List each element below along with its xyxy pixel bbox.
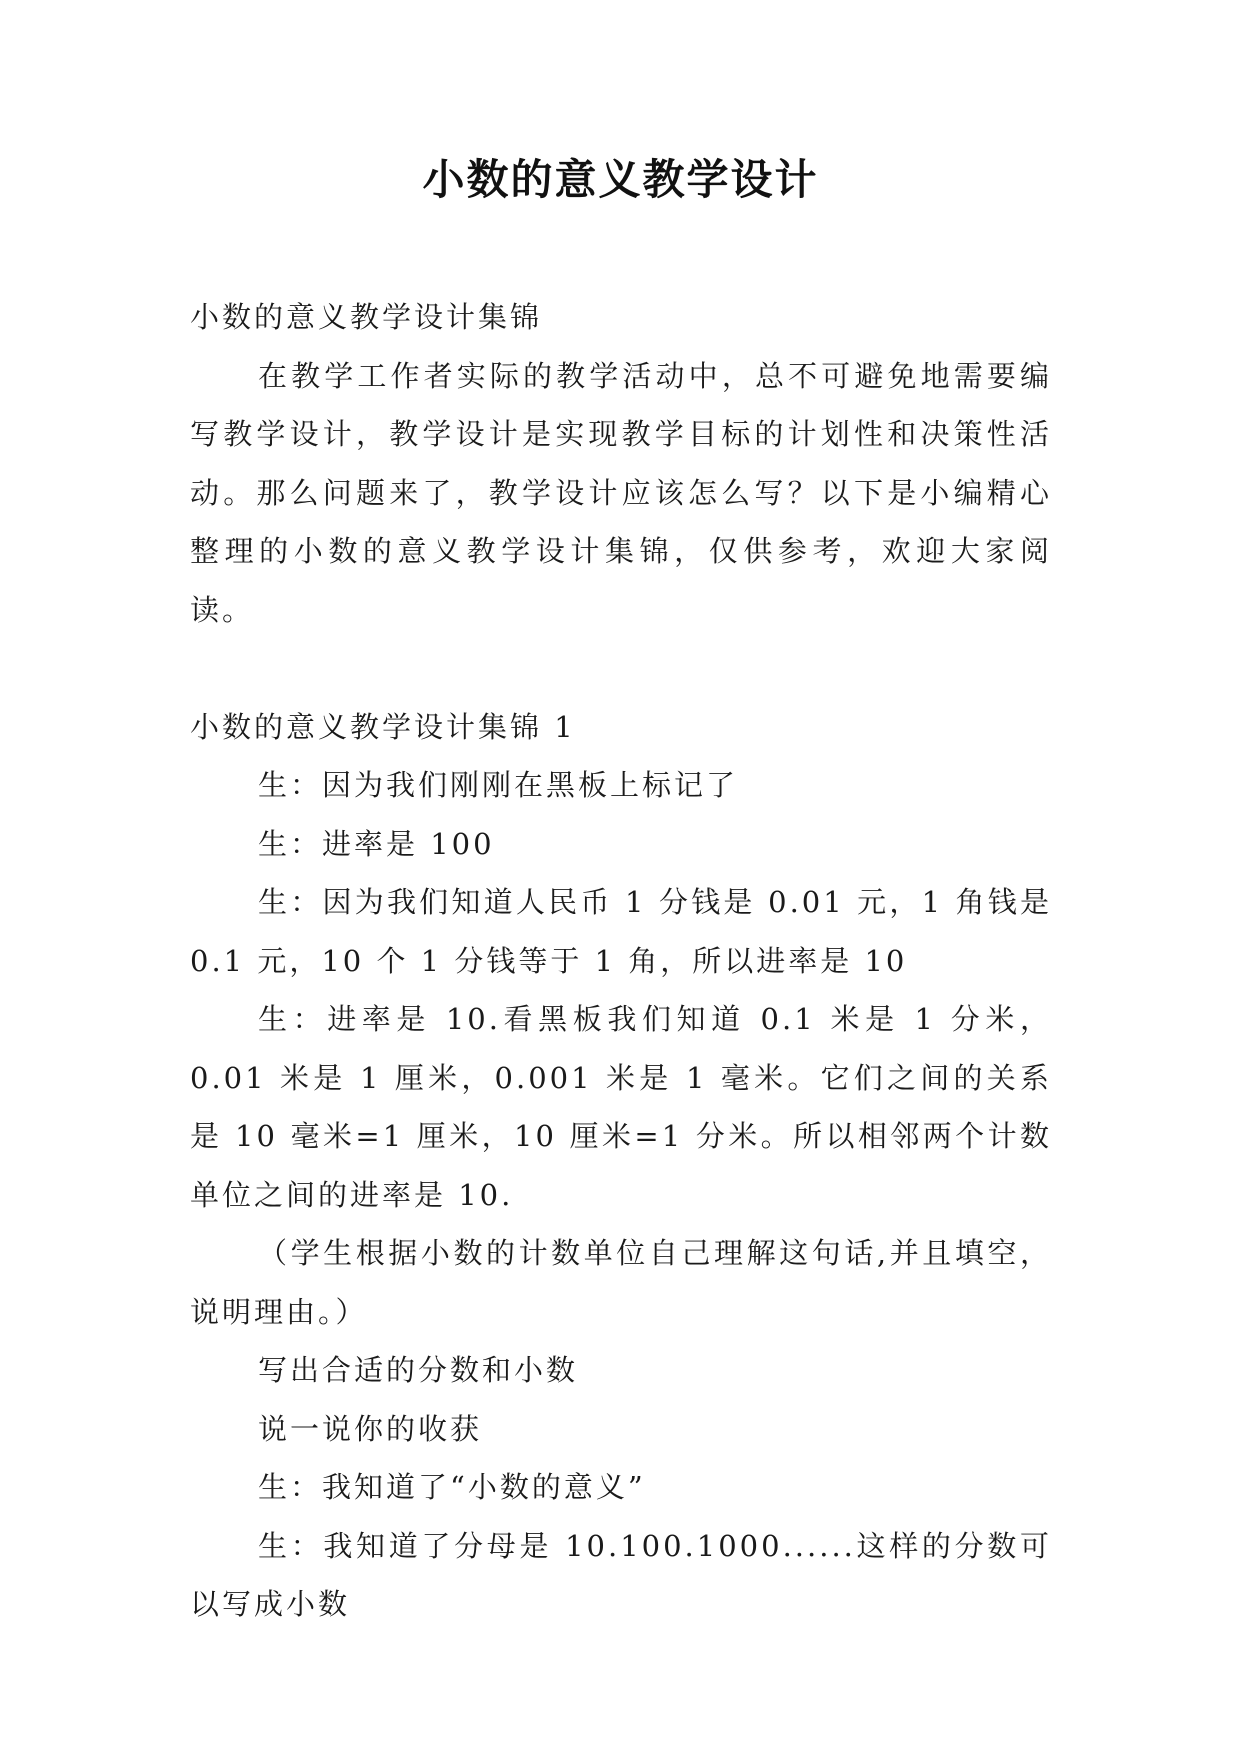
body-paragraph: 生：因为我们刚刚在黑板上标记了 [258,768,739,802]
body-paragraph: 生：我知道了“小数的意义” [258,1470,646,1504]
body-paragraph: 生：进率是 100 [258,826,495,861]
body-paragraph: （学生根据小数的计数单位自己理解这句话,并且填空，说明理由。） [190,1236,1052,1329]
body-paragraph: 说一说你的收获 [258,1411,483,1446]
paragraph-spacer [190,639,1052,698]
document-title: 小数的意义教学设计 [422,155,819,204]
body-paragraph: 写出合适的分数和小数 [258,1353,579,1387]
section-heading: 小数的意义教学设计集锦 [190,300,543,334]
body-paragraph: 生：我知道了分母是 10.100.1000......这样的分数可以写成小数 [190,1528,1052,1621]
body-paragraph: 生：因为我们知道人民币 1 分钱是 0.01 元，1 角钱是 0.1 元，10 个 1 分钱等于 1 角，所以进率是 10 [190,885,1052,978]
section-heading: 小数的意义教学设计集锦 1 [190,709,576,744]
document-body [190,288,1052,1634]
body-paragraph: 生：进率是 10.看黑板我们知道 0.1 米是 1 分米，0.01 米是 1 厘米，0.001 米是 1 毫米。它们之间的关系是 10 毫米=1 厘米，10 厘米=1 分米。所以相邻两个计数单位之间的进率是 10. [190,1002,1052,1212]
intro-paragraph: 在教学工作者实际的教学活动中，总不可避免地需要编写教学设计，教学设计是实现教学目标的计划性和决策性活动。那么问题来了，教学设计应该怎么写？以下是小编精心整理的小数的意义教学设计集锦，仅供参考，欢迎大家阅读。 [190,358,1052,627]
